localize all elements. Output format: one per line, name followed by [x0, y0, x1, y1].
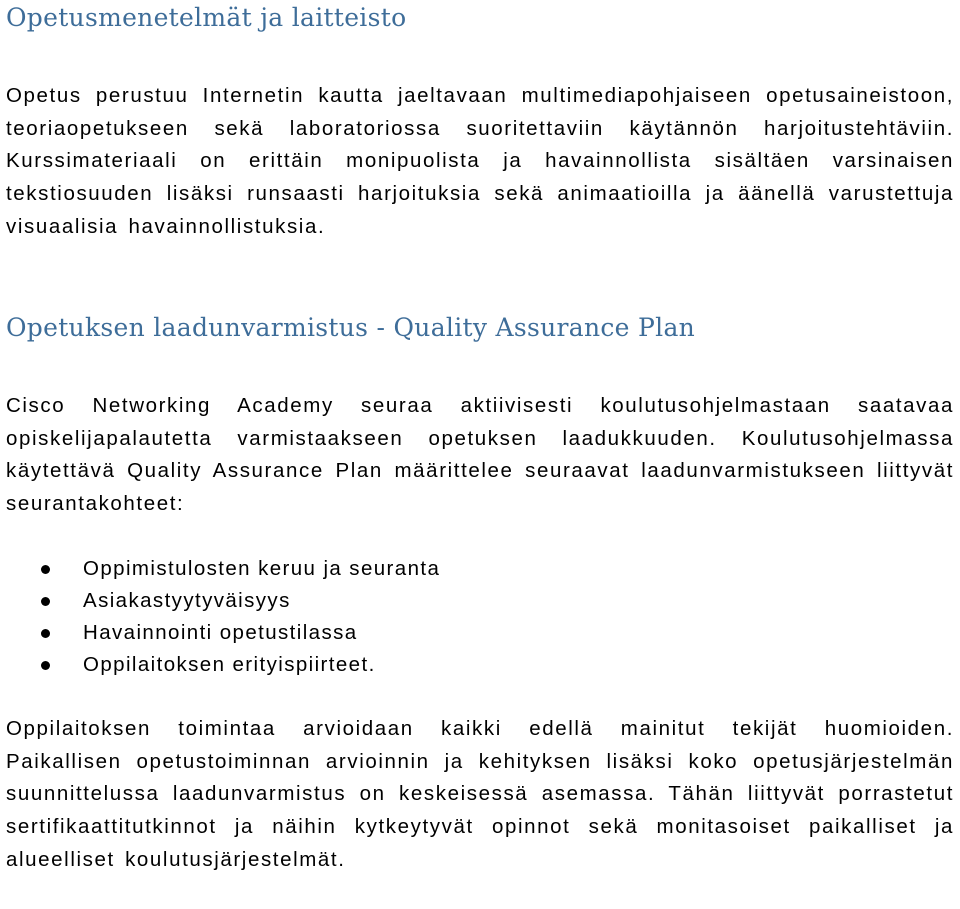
bullet-icon — [41, 661, 50, 670]
list-item-label: Havainnointi opetustilassa — [83, 621, 358, 644]
section-heading-quality-assurance: Opetuksen laadunvarmistus - Quality Assurance Plan — [6, 313, 696, 342]
bullet-icon — [41, 597, 50, 606]
list-item-label: Asiakastyytyväisyys — [83, 589, 291, 612]
paragraph-quality-assurance: Cisco Networking Academy seuraa aktiivisesti koulutusohjelmastaan saatavaa opiskelijapalautetta varmistaakseen opetuksen laadukkuuden. Koulutusohjelmassa käytettävä Quality Assurance Plan määrittelee seuraavat laadunvarmistukseen liittyvät seurantakohteet: — [6, 394, 954, 516]
section-heading-teaching-methods: Opetusmenetelmät ja laitteisto — [6, 3, 407, 32]
paragraph-closing: Oppilaitoksen toimintaa arvioidaan kaikki edellä mainitut tekijät huomioiden. Paikallisen opetustoiminnan arvioinnin ja kehityksen lisäksi koko opetusjärjestelmän suunnittelussa laadunvarmistus on keskeisessä asemassa. Tähän liittyvät porrastetut sertifikaattitutkinnot ja näihin kytkeytyvät opinnot sekä monitasoiset paikalliset ja alueelliset koulutusjärjestelmät. — [6, 717, 954, 871]
paragraph-teaching-methods: Opetus perustuu Internetin kautta jaeltavaan multimediapohjaiseen opetusaineistoon, teoriaopetukseen sekä laboratoriossa suoritettaviin käytännön harjoitustehtäviin. Kurssimateriaali on erittäin monipuolista ja havainnollista sisältäen varsinaisen tekstiosuuden lisäksi runsaasti harjoituksia sekä animaatioilla ja äänellä varustettuja visuaalisia havainnollistuksia. — [6, 84, 954, 238]
list-item — [6, 617, 440, 649]
list-item — [6, 585, 440, 617]
list-item-label: Oppilaitoksen erityispiirteet. — [83, 653, 376, 676]
list-item — [6, 649, 440, 681]
bullet-icon — [41, 565, 50, 574]
bullet-list-quality-items — [6, 553, 440, 681]
list-item-label: Oppimistulosten keruu ja seuranta — [83, 557, 441, 580]
bullet-icon — [41, 629, 50, 638]
list-item — [6, 553, 440, 585]
